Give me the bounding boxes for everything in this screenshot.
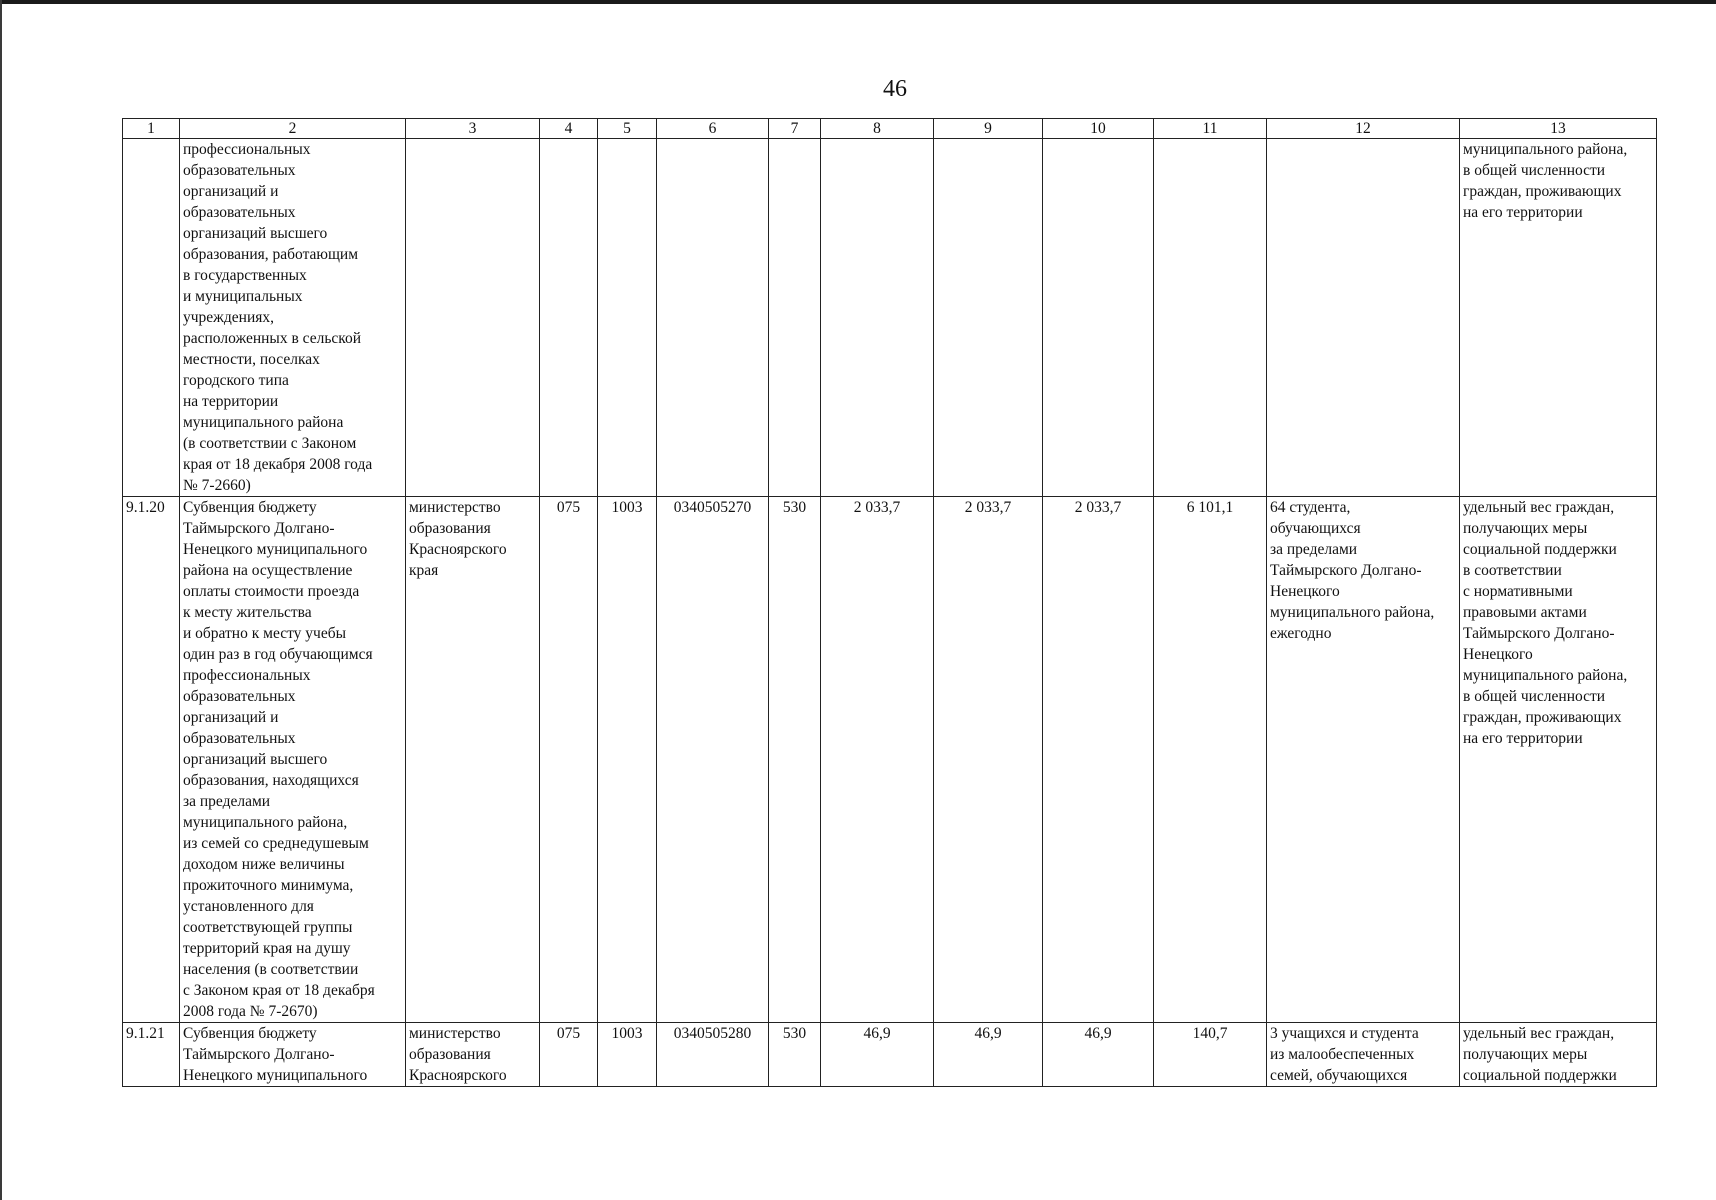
row-number-cell: 9.1.20 [123, 497, 180, 1023]
expense-type-cell: 530 [769, 1023, 821, 1087]
description-cell: Субвенция бюджету Таймырского Долгано- Ненецкого муниципального [180, 1023, 406, 1087]
column-header: 11 [1154, 119, 1267, 139]
column-header: 12 [1267, 119, 1460, 139]
column-header: 4 [540, 119, 598, 139]
amount-total-cell: 140,7 [1154, 1023, 1267, 1087]
column-header: 1 [123, 119, 180, 139]
section-code-cell: 1003 [598, 1023, 657, 1087]
page-number: 46 [883, 76, 907, 102]
amount-total-cell [1154, 139, 1267, 497]
row-number-cell: 9.1.21 [123, 1023, 180, 1087]
amount-total-cell: 6 101,1 [1154, 497, 1267, 1023]
amount-year2-cell: 2 033,7 [934, 497, 1043, 1023]
amount-year3-cell: 46,9 [1043, 1023, 1154, 1087]
description-cell: профессиональных образовательных организаций и образовательных организаций высшего образования, работающим в государственных и муниципальных учреждениях, расположенных в сельской местности, поселках городского типа на территории муниципального района (в соответствии с Законом края от 18 декабря 2008 года № 7-2660) [180, 139, 406, 497]
column-header: 13 [1460, 119, 1657, 139]
grbs-code-cell [540, 139, 598, 497]
amount-year1-cell [821, 139, 934, 497]
column-header: 3 [406, 119, 540, 139]
column-header: 10 [1043, 119, 1154, 139]
amount-year3-cell [1043, 139, 1154, 497]
table-row [123, 497, 1657, 1023]
amount-year1-cell: 46,9 [821, 1023, 934, 1087]
amount-year2-cell: 46,9 [934, 1023, 1043, 1087]
expected-result-cell: 3 учащихся и студента из малообеспеченных семей, обучающихся [1267, 1023, 1460, 1087]
column-header: 9 [934, 119, 1043, 139]
indicator-cell: удельный вес граждан, получающих меры социальной поддержки в соответствии с нормативными правовыми актами Таймырского Долгано- Ненецкого муниципального района, в общей численности граждан, проживающих на его территории [1460, 497, 1657, 1023]
description-cell: Субвенция бюджету Таймырского Долгано- Ненецкого муниципального района на осуществление оплаты стоимости проезда к месту жительства и обратно к месту учебы один раз в год обучающимся профессиональных образовательных организаций и образовательных организаций высшего образования, находящихся за пределами муниципального района, из семей со среднедушевым доходом ниже величины прожиточного минимума, установленного для соответствующей группы территорий края на душу населения (в соответствии с Законом края от 18 декабря 2008 года № 7-2670) [180, 497, 406, 1023]
target-article-cell: 0340505280 [657, 1023, 769, 1087]
column-header: 2 [180, 119, 406, 139]
column-header: 5 [598, 119, 657, 139]
row-number-cell [123, 139, 180, 497]
administrator-cell [406, 139, 540, 497]
administrator-cell: министерство образования Красноярского края [406, 497, 540, 1023]
column-number-row [123, 119, 1657, 139]
table-row [123, 1023, 1657, 1087]
scan-left-edge [0, 0, 2, 1200]
section-code-cell [598, 139, 657, 497]
amount-year2-cell [934, 139, 1043, 497]
column-header: 8 [821, 119, 934, 139]
indicator-cell: удельный вес граждан, получающих меры социальной поддержки [1460, 1023, 1657, 1087]
amount-year3-cell: 2 033,7 [1043, 497, 1154, 1023]
expense-type-cell: 530 [769, 497, 821, 1023]
expected-result-cell [1267, 139, 1460, 497]
column-header: 6 [657, 119, 769, 139]
scan-top-edge [0, 0, 1716, 4]
table-row [123, 139, 1657, 497]
target-article-cell: 0340505270 [657, 497, 769, 1023]
indicator-cell: муниципального района, в общей численности граждан, проживающих на его территории [1460, 139, 1657, 497]
target-article-cell [657, 139, 769, 497]
amount-year1-cell: 2 033,7 [821, 497, 934, 1023]
grbs-code-cell: 075 [540, 1023, 598, 1087]
column-header: 7 [769, 119, 821, 139]
expense-type-cell [769, 139, 821, 497]
section-code-cell: 1003 [598, 497, 657, 1023]
expected-result-cell: 64 студента, обучающихся за пределами Таймырского Долгано- Ненецкого муниципального района, ежегодно [1267, 497, 1460, 1023]
budget-table [122, 118, 1657, 1087]
grbs-code-cell: 075 [540, 497, 598, 1023]
administrator-cell: министерство образования Красноярского [406, 1023, 540, 1087]
